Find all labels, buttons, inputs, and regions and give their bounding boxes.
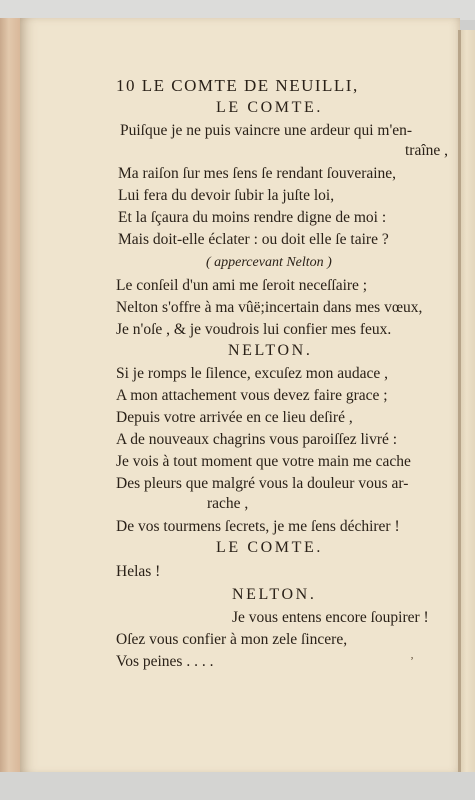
book-gutter-shadow — [458, 30, 461, 775]
verse-line: Mais doit-elle éclater : ou doit elle ſe taire ? — [118, 231, 389, 248]
verse-line: Helas ! — [116, 563, 161, 580]
verse-line: Nelton s'offre à ma vûë;incertain dans mes vœux, — [116, 299, 423, 316]
speaker-le-comte: LE COMTE. — [216, 99, 323, 116]
verse-line: Oſez vous confier à mon zele ſincere, — [116, 631, 348, 648]
verse-line: Ma raiſon ſur mes ſens ſe rendant ſouveraine, — [118, 165, 397, 182]
verse-line: De vos tourmens ſecrets, je me ſens déchirer ! — [116, 518, 400, 535]
verse-line: Vos peines . . . . — [116, 653, 214, 670]
scan-background-bottom — [0, 772, 475, 800]
verse-line: Depuis votre arrivée en ce lieu deſiré , — [116, 409, 353, 426]
verse-line: Des pleurs que malgré vous la douleur vous ar- — [116, 475, 409, 492]
speaker-nelton: NELTON. — [232, 586, 317, 603]
book-left-edge — [0, 18, 22, 778]
verse-line: rache , — [207, 495, 249, 512]
verse-line: traîne , — [405, 142, 449, 159]
speaker-le-comte: LE COMTE. — [216, 539, 323, 556]
verse-line: A mon attachement vous devez faire grace ; — [116, 387, 388, 404]
scan-background-top — [0, 0, 475, 20]
verse-line: A de nouveaux chagrins vous paroiſſez livré : — [116, 431, 398, 448]
running-header: 10 LE COMTE DE NEUILLI, — [116, 76, 359, 95]
ink-speck: ʼ — [410, 654, 414, 668]
verse-line: Et la ſçaura du moins rendre digne de moi : — [118, 209, 387, 226]
verse-line: Je vois à tout moment que votre main me cache — [116, 453, 411, 470]
verse-line: Lui fera du devoir ſubir la juſte loi, — [118, 187, 335, 204]
verse-line: Puiſque je ne puis vaincre une ardeur qui m'en- — [120, 122, 413, 139]
stage-direction: ( appercevant Nelton ) — [206, 255, 332, 270]
book-page — [20, 18, 460, 774]
verse-line: Je n'oſe , & je voudrois lui confier mes feux. — [116, 321, 392, 338]
page-text — [20, 18, 460, 774]
verse-line: Je vous entens encore ſoupirer ! — [232, 609, 429, 626]
speaker-nelton: NELTON. — [228, 342, 313, 359]
verse-line: Si je romps le ſilence, excuſez mon audace , — [116, 365, 389, 382]
verse-line: Le conſeil d'un ami me ſeroit neceſſaire ; — [116, 277, 368, 294]
